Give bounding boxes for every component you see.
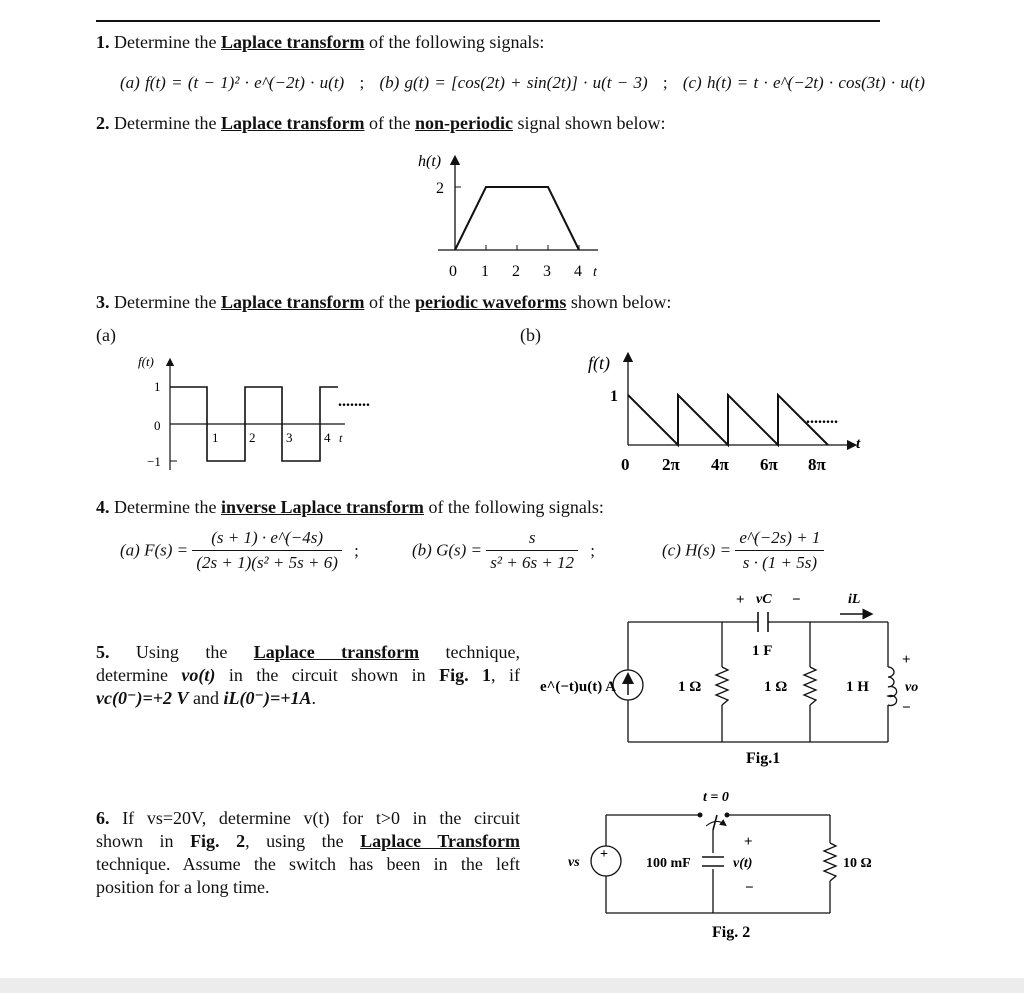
q3a-y-tick-label: 1: [154, 379, 161, 394]
q6-line1: If vs=20V, determine v(t) for t>0 in the circuit: [122, 808, 521, 828]
q3b-dots: ........: [806, 410, 838, 427]
q2-prefix: Determine the: [114, 113, 217, 133]
q3b-y-tick-label: 1: [610, 388, 618, 405]
q6-line4: position for a long time.: [96, 877, 270, 897]
q3-number: 3.: [96, 292, 110, 312]
q2-suffix: signal shown below:: [517, 113, 666, 133]
fig2-caption: Fig. 2: [712, 924, 751, 941]
q5-ic-1: vc(0⁻)=+2 V: [96, 688, 189, 708]
fig2-source-sign: +: [600, 847, 608, 862]
fig1-vc-plus: +: [736, 592, 745, 608]
q4-suffix: of the following signals:: [428, 497, 604, 517]
q1-parts: [120, 73, 925, 93]
fig2-cap-label: 100 mF: [646, 856, 691, 871]
q3-graph-b: [580, 345, 870, 480]
q3-keyword: Laplace transform: [220, 292, 365, 312]
q1-part-c: (c) h(t) = t · e^(−2t) · cos(3t) · u(t): [682, 73, 925, 92]
q3b-sawtooth: [628, 395, 828, 445]
q3b-x-label: t: [856, 436, 861, 452]
q4-part-b: [412, 528, 595, 573]
q3-middle: of the: [368, 292, 411, 312]
q4-part-b-denominator: s² + 6s + 12: [490, 553, 575, 572]
q5-end: .: [311, 688, 317, 708]
q5-line-3: [96, 687, 316, 710]
q4-part-a-fraction: [192, 528, 342, 573]
q1-heading: [96, 32, 544, 53]
q6-line-3: [96, 853, 520, 876]
fig1-vc-minus: −: [792, 592, 801, 608]
top-rule: [96, 20, 880, 22]
q4-part-c-label: (c) H(s) =: [662, 540, 732, 560]
q1-part-b: (b) g(t) = [cos(2t) + sin(2t)] · u(t − 3): [379, 73, 648, 92]
q4-part-c-fraction: [735, 528, 824, 573]
q4-part-b-fraction: [486, 528, 578, 573]
q3a-x-label: t: [339, 431, 343, 445]
q3a-x-tick-label: 3: [286, 430, 293, 445]
q5-line-1: [96, 641, 520, 664]
q4-sep-2: ;: [590, 540, 596, 560]
q5-var: vo(t): [181, 665, 216, 685]
fig1-vo-label: vo: [905, 680, 919, 695]
q3-keyword-2: periodic waveforms: [414, 292, 567, 312]
q4-heading: [96, 497, 604, 518]
q6-line-1: [96, 807, 520, 830]
q3b-x-tick-label: 4π: [711, 455, 729, 474]
q6-number: 6.: [96, 808, 110, 828]
fig1-il-label: iL: [848, 592, 861, 607]
q2-heading: [96, 113, 665, 134]
q6-fig-ref: Fig. 2: [190, 831, 246, 851]
fig1-resistor-2: [804, 667, 816, 705]
q5-line2-pre: determine: [96, 665, 168, 685]
q5-ic-2: iL(0⁻)=+1A: [223, 688, 312, 708]
q5-number: 5.: [96, 642, 110, 662]
q5-line1-post: technique,: [445, 642, 520, 662]
q5-line-2: [96, 664, 520, 687]
q4-sep-1: ;: [354, 540, 359, 560]
q5-line2-post: in the circuit shown in: [228, 665, 426, 685]
q3a-y-tick-label: 0: [154, 418, 161, 433]
q4-keyword: inverse Laplace transform: [220, 497, 424, 517]
q3a-x-tick-label: 4: [324, 430, 331, 445]
q3-label-a: (a): [96, 325, 116, 345]
q5-keyword: Laplace transform: [253, 642, 420, 662]
q6-keyword: Laplace Transform: [360, 831, 521, 851]
q3-label-b: (b): [520, 325, 541, 345]
q3a-dots: ........: [338, 393, 370, 410]
q1-sep-1: ;: [359, 73, 365, 92]
q2-x-label: t: [593, 265, 597, 280]
fig1-vc-label: vC: [756, 592, 772, 607]
fig2-v-minus: −: [745, 880, 754, 896]
q6-line-4: [96, 876, 269, 899]
q1-suffix: of the following signals:: [368, 32, 545, 52]
q3b-x-tick-label: 6π: [760, 455, 778, 474]
fig2-switch-label: t = 0: [703, 790, 729, 805]
q1-keyword: Laplace transform: [220, 32, 365, 52]
fig1-resistor-1: [716, 667, 728, 705]
q1-number: 1.: [96, 32, 110, 52]
fig1-caption: Fig.1: [746, 750, 781, 767]
q2-x-tick-label: 1: [481, 263, 489, 280]
q5-and: and: [193, 688, 219, 708]
fig1-r2-label: 1 Ω: [764, 679, 788, 695]
fig1-r1-label: 1 Ω: [678, 679, 702, 695]
fig2-resistor: [824, 843, 836, 881]
q4-part-a-denominator: (2s + 1)(s² + 5s + 6): [196, 553, 338, 572]
q6-line3: technique. Assume the switch has been in the left: [96, 854, 520, 874]
q3b-y-label: f(t): [588, 353, 610, 373]
q3b-x-tick-label: 0: [621, 455, 630, 474]
q4-part-a: [120, 528, 359, 573]
q6-line2-mid: , using the: [245, 831, 344, 851]
q1-prefix: Determine the: [114, 32, 217, 52]
fig2-switch-blade: [713, 815, 717, 830]
q4-part-c-numerator: e^(−2s) + 1: [735, 528, 824, 551]
q2-number: 2.: [96, 113, 110, 133]
q4-part-a-numerator: (s + 1) · e^(−4s): [192, 528, 342, 551]
q4-part-c-denominator: s · (1 + 5s): [742, 553, 817, 572]
q4-part-b-label: (b) G(s) =: [412, 540, 483, 560]
fig2-source-label: vs: [568, 855, 580, 870]
fig1-inductor: [888, 667, 897, 705]
q4-number: 4.: [96, 497, 110, 517]
q2-middle: of the: [368, 113, 411, 133]
q3a-x-tick-label: 2: [249, 430, 256, 445]
q4-part-a-label: (a) F(s) =: [120, 540, 189, 560]
q3a-x-tick-label: 1: [212, 430, 219, 445]
q2-x-tick-label: 4: [574, 263, 582, 280]
q3a-y-label: f(t): [138, 354, 154, 369]
q4-part-b-numerator: s: [486, 528, 578, 551]
fig2-switch-contact: [725, 813, 730, 818]
fig2-v-label: v(t): [733, 856, 753, 871]
q5-line2-end: , if: [491, 665, 520, 685]
fig1-vo-minus: −: [902, 700, 911, 716]
q6-line-2: [96, 830, 520, 853]
q2-trapezoid: [455, 187, 579, 250]
fig2-switch-contact: [698, 813, 703, 818]
q3b-x-tick-label: 2π: [662, 455, 680, 474]
q4-part-c: [662, 528, 824, 573]
fig1-circuit: [530, 585, 930, 775]
q5-line1-pre: Using the: [135, 642, 228, 662]
q2-y-tick-label: 2: [436, 180, 444, 197]
q3-heading: [96, 292, 671, 313]
fig2-circuit: [560, 780, 880, 950]
q3-graph-a: [130, 350, 400, 475]
q6-line2-pre: shown in: [96, 831, 174, 851]
fig1-vo-plus: +: [902, 652, 911, 668]
fig2-v-plus: +: [744, 834, 753, 850]
fig1-ind-label: 1 H: [846, 679, 869, 695]
q2-graph: [400, 146, 630, 286]
page-bottom-edge: [0, 978, 1024, 993]
q1-sep-2: ;: [662, 73, 668, 92]
q2-x-tick-label: 0: [449, 263, 457, 280]
q2-x-tick-label: 3: [543, 263, 551, 280]
q5-fig-ref: Fig. 1: [439, 665, 492, 685]
q2-keyword-2: non-periodic: [414, 113, 513, 133]
q2-keyword: Laplace transform: [220, 113, 365, 133]
q3a-y-tick-label: −1: [147, 454, 161, 469]
fig1-cap-label: 1 F: [752, 643, 773, 659]
q2-x-tick-label: 2: [512, 263, 520, 280]
q1-part-a: (a) f(t) = (t − 1)² · e^(−2t) · u(t): [120, 73, 345, 92]
q3b-x-tick-label: 8π: [808, 455, 826, 474]
fig2-res-label: 10 Ω: [843, 856, 872, 871]
q3-suffix: shown below:: [570, 292, 672, 312]
q3-prefix: Determine the: [114, 292, 217, 312]
fig1-source-label: e^(−t)u(t) A: [540, 679, 616, 695]
q4-prefix: Determine the: [114, 497, 217, 517]
q2-y-label: h(t): [418, 153, 442, 170]
